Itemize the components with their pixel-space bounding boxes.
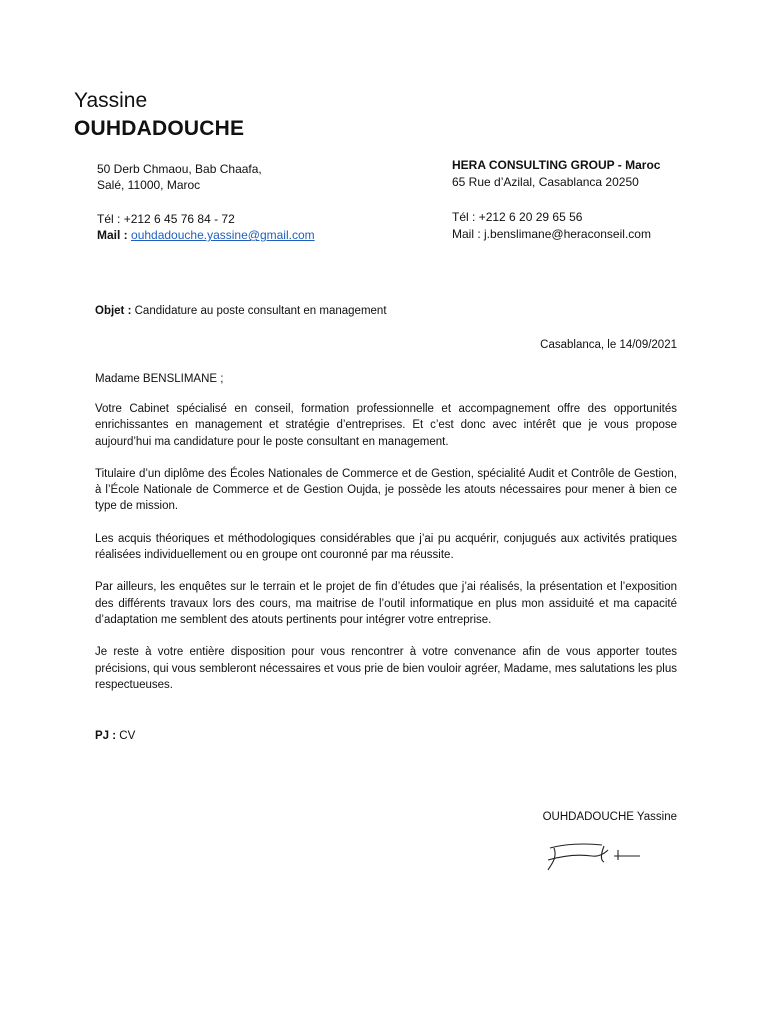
signature-name: OUHDADOUCHE Yassine bbox=[542, 811, 677, 823]
recipient-tel-value: +212 6 20 29 65 56 bbox=[478, 210, 583, 224]
sender-tel-label: Tél : bbox=[97, 212, 121, 226]
subject-text: Candidature au poste consultant en management bbox=[134, 305, 387, 317]
recipient-address: 65 Rue d’Azilal, Casablanca 20250 bbox=[452, 175, 639, 189]
recipient-mail-label: Mail : bbox=[452, 227, 481, 241]
attachment-line bbox=[95, 730, 135, 742]
body-paragraph: Les acquis théoriques et méthodologiques considérables que j’ai pu acquérir, conjugués aux activités pratiques réalisées individuellement ou en groupe ont couronné par ma réussite. bbox=[95, 532, 677, 562]
letter-body bbox=[95, 401, 677, 709]
salutation: Madame BENSLIMANE ; bbox=[95, 373, 224, 385]
subject-line bbox=[95, 305, 387, 317]
recipient-tel bbox=[452, 209, 660, 226]
body-paragraph: Je reste à votre entière disposition pour vous rencontrer à votre convenance afin de vous apporter toutes précisions, qui vous sembleront nécessaires et vous prie de bien vouloir agréer, Madame, mes salutations les plus respectueuses. bbox=[95, 646, 677, 691]
sender-email-link[interactable]: ouhdadouche.yassine@gmail.com bbox=[131, 228, 315, 242]
sender-last-name: OUHDADOUCHE bbox=[74, 117, 245, 140]
subject-label: Objet : bbox=[95, 305, 132, 317]
sender-mail-label: Mail : bbox=[97, 228, 128, 242]
recipient-block bbox=[452, 157, 660, 243]
recipient-mail bbox=[452, 226, 660, 243]
attachment-value: CV bbox=[119, 730, 136, 742]
sender-tel-value: +212 6 45 76 84 - 72 bbox=[123, 212, 235, 226]
recipient-company: HERA CONSULTING GROUP - Maroc bbox=[452, 158, 661, 172]
recipient-tel-label: Tél : bbox=[452, 210, 476, 224]
handwritten-signature bbox=[544, 836, 644, 876]
sender-block bbox=[97, 161, 315, 243]
body-paragraph: Par ailleurs, les enquêtes sur le terrain et le projet de fin d’études que j’ai réalisés, la présentation et l’exposition des différents travaux lors des cours, ma maitrise de l’outil informatique en plus mon assiduité et ma capacité d’adaptation me semblent des atouts pertinents pour intégrer votre entreprise. bbox=[95, 581, 677, 626]
sender-address-line2: Salé, 11000, Maroc bbox=[97, 178, 201, 192]
attachment-label: PJ : bbox=[95, 730, 117, 742]
sender-mail bbox=[97, 227, 315, 243]
body-paragraph: Titulaire d’un diplôme des Écoles Nationales de Commerce et de Gestion, spécialité Audit et Contrôle de Gestion, à l’École Nationale de Commerce et de Gestion Oujda, je possède les atouts nécessaires pour mener à bien ce type de mission. bbox=[95, 467, 677, 513]
body-paragraph: Votre Cabinet spécialisé en conseil, formation professionnelle et accompagnement offre des opportunités enrichissantes en management et stratégie d’entreprises. Et c’est donc avec intérêt que je vous propose aujourd’hui ma candidature pour le poste consultant en management. bbox=[95, 403, 677, 448]
recipient-mail-value: j.benslimane@heraconseil.com bbox=[484, 227, 651, 241]
sender-address-line1: 50 Derb Chmaou, Bab Chaafa, bbox=[97, 162, 262, 176]
sender-tel bbox=[97, 211, 315, 227]
sender-first-name: Yassine bbox=[74, 89, 148, 112]
letter-date: Casablanca, le 14/09/2021 bbox=[540, 339, 677, 351]
